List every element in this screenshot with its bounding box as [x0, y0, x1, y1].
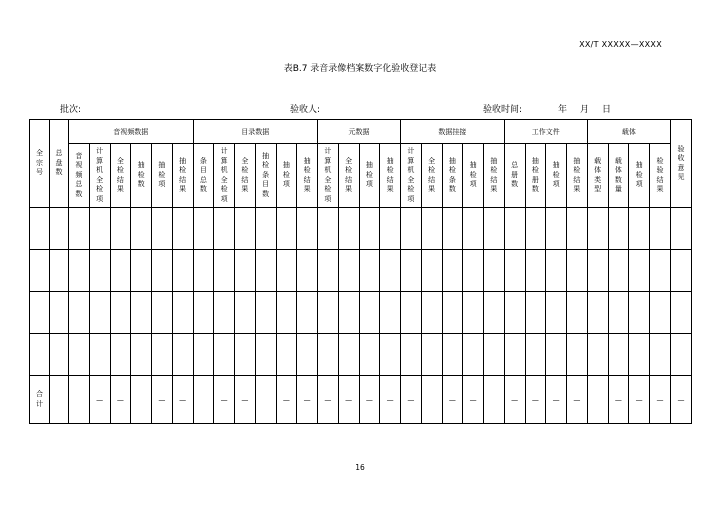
inspection-time-label: 验收时间:	[483, 105, 523, 115]
table-cell[interactable]	[235, 334, 256, 376]
table-cell[interactable]	[193, 208, 214, 250]
total-cell	[131, 376, 152, 424]
table-cell[interactable]	[587, 292, 608, 334]
table-cell[interactable]	[69, 250, 90, 292]
total-cell: —	[89, 376, 110, 424]
table-cell[interactable]	[131, 292, 152, 334]
table-cell[interactable]	[463, 208, 484, 250]
table-cell[interactable]	[546, 208, 567, 250]
group-header-catalog-data: 目录数据	[193, 120, 318, 144]
sub-header: 抽检项	[463, 144, 484, 208]
table-cell[interactable]	[421, 334, 442, 376]
table-row	[30, 208, 692, 250]
table-cell[interactable]	[504, 292, 525, 334]
table-cell[interactable]	[50, 208, 69, 250]
table-cell[interactable]	[629, 250, 650, 292]
table-cell[interactable]	[525, 292, 546, 334]
table-cell[interactable]	[338, 292, 359, 334]
sub-header: 计算机全检项	[214, 144, 235, 208]
table-cell[interactable]	[671, 250, 692, 292]
table-row	[30, 334, 692, 376]
table-cell[interactable]	[69, 208, 90, 250]
table-cell[interactable]	[463, 292, 484, 334]
page-number: 16	[355, 463, 365, 472]
group-header-data-linking: 数据挂接	[401, 120, 505, 144]
group-header-work-files: 工作文件	[504, 120, 587, 144]
table-cell[interactable]	[50, 292, 69, 334]
sub-header: 全检结果	[421, 144, 442, 208]
table-cell[interactable]	[401, 250, 422, 292]
table-cell[interactable]	[463, 250, 484, 292]
total-cell: —	[629, 376, 650, 424]
total-cell	[484, 376, 505, 424]
table-cell[interactable]	[587, 208, 608, 250]
table-cell[interactable]	[608, 334, 629, 376]
group-header-av-data: 音视频数据	[69, 120, 194, 144]
table-cell[interactable]	[214, 208, 235, 250]
table-cell[interactable]	[338, 250, 359, 292]
sub-header: 全检结果	[338, 144, 359, 208]
sub-header: 抽检项	[629, 144, 650, 208]
total-cell: —	[608, 376, 629, 424]
total-cell: —	[671, 376, 692, 424]
sub-header: 全检结果	[110, 144, 131, 208]
table-cell[interactable]	[442, 208, 463, 250]
total-cell: —	[401, 376, 422, 424]
table-cell[interactable]	[504, 250, 525, 292]
table-cell[interactable]	[546, 292, 567, 334]
table-cell[interactable]	[214, 250, 235, 292]
table-cell[interactable]	[380, 334, 401, 376]
table-cell[interactable]	[297, 334, 318, 376]
table-cell[interactable]	[193, 250, 214, 292]
total-cell	[255, 376, 276, 424]
table-cell[interactable]	[401, 292, 422, 334]
table-cell[interactable]	[89, 208, 110, 250]
table-cell[interactable]	[172, 292, 193, 334]
table-cell[interactable]	[567, 334, 588, 376]
sub-header: 总册数	[504, 144, 525, 208]
table-cell[interactable]	[359, 334, 380, 376]
table-cell[interactable]	[276, 250, 297, 292]
standard-code: XX/T XXXXX—XXXX	[579, 40, 662, 49]
table-cell[interactable]	[50, 250, 69, 292]
sub-header: 载体数量	[608, 144, 629, 208]
table-cell[interactable]	[484, 208, 505, 250]
table-cell[interactable]	[442, 334, 463, 376]
table-cell[interactable]	[587, 334, 608, 376]
total-cell: —	[504, 376, 525, 424]
table-cell[interactable]	[421, 208, 442, 250]
table-cell[interactable]	[484, 250, 505, 292]
sub-header: 条目总数	[193, 144, 214, 208]
table-cell[interactable]	[131, 334, 152, 376]
table-cell[interactable]	[235, 292, 256, 334]
total-label: 合计	[30, 376, 50, 424]
table-cell[interactable]	[380, 208, 401, 250]
table-cell[interactable]	[546, 250, 567, 292]
table-cell[interactable]	[172, 250, 193, 292]
table-cell[interactable]	[504, 334, 525, 376]
table-cell[interactable]	[297, 292, 318, 334]
total-cell: —	[235, 376, 256, 424]
month-label: 月	[580, 105, 590, 115]
table-cell[interactable]	[318, 250, 339, 292]
total-cell: —	[297, 376, 318, 424]
batch-label: 批次:	[60, 105, 82, 115]
sub-header: 计算机全检项	[318, 144, 339, 208]
table-cell[interactable]	[255, 292, 276, 334]
total-cell: —	[110, 376, 131, 424]
table-row	[30, 250, 692, 292]
year-label: 年	[558, 105, 568, 115]
total-cell: —	[318, 376, 339, 424]
table-cell[interactable]	[50, 334, 69, 376]
total-cell: —	[214, 376, 235, 424]
total-cell: —	[525, 376, 546, 424]
table-cell[interactable]	[69, 292, 90, 334]
table-cell[interactable]	[671, 208, 692, 250]
total-cell: —	[463, 376, 484, 424]
total-cell	[421, 376, 442, 424]
table-cell[interactable]	[359, 208, 380, 250]
table-cell[interactable]	[650, 334, 671, 376]
table-cell[interactable]	[131, 250, 152, 292]
table-cell[interactable]	[255, 250, 276, 292]
table-cell[interactable]	[30, 292, 50, 334]
sub-header: 计算机全检项	[89, 144, 110, 208]
table-cell[interactable]	[214, 292, 235, 334]
table-cell[interactable]	[608, 292, 629, 334]
table-cell[interactable]	[110, 208, 131, 250]
total-cell	[193, 376, 214, 424]
sub-header: 抽检结果	[172, 144, 193, 208]
total-cell	[69, 376, 90, 424]
table-cell[interactable]	[629, 208, 650, 250]
total-cell: —	[650, 376, 671, 424]
table-cell[interactable]	[546, 334, 567, 376]
table-cell[interactable]	[608, 250, 629, 292]
total-cell: —	[152, 376, 173, 424]
table-cell[interactable]	[30, 334, 50, 376]
table-cell[interactable]	[380, 292, 401, 334]
col-header-all-number: 全宗号	[30, 120, 50, 208]
table-cell[interactable]	[567, 250, 588, 292]
sub-header: 抽检项	[276, 144, 297, 208]
table-cell[interactable]	[442, 250, 463, 292]
table-cell[interactable]	[235, 250, 256, 292]
table-cell[interactable]	[89, 250, 110, 292]
sub-header: 抽检条目数	[255, 144, 276, 208]
table-cell[interactable]	[318, 208, 339, 250]
table-cell[interactable]	[525, 334, 546, 376]
sub-header: 抽检项	[152, 144, 173, 208]
total-cell: —	[442, 376, 463, 424]
table-cell[interactable]	[110, 334, 131, 376]
sub-header: 检验结果	[650, 144, 671, 208]
table-cell[interactable]	[172, 208, 193, 250]
sub-header: 抽检项	[359, 144, 380, 208]
table-cell[interactable]	[152, 250, 173, 292]
table-cell[interactable]	[567, 292, 588, 334]
table-cell[interactable]	[380, 250, 401, 292]
table-cell[interactable]	[69, 334, 90, 376]
table-cell[interactable]	[401, 334, 422, 376]
table-cell[interactable]	[276, 208, 297, 250]
table-cell[interactable]	[650, 250, 671, 292]
table-cell[interactable]	[89, 334, 110, 376]
sub-header: 抽检条数	[442, 144, 463, 208]
table-cell[interactable]	[608, 208, 629, 250]
table-cell[interactable]	[525, 250, 546, 292]
sub-header: 抽检结果	[297, 144, 318, 208]
table-cell[interactable]	[650, 292, 671, 334]
table-cell[interactable]	[359, 250, 380, 292]
table-cell[interactable]	[235, 208, 256, 250]
table-cell[interactable]	[421, 292, 442, 334]
table-cell[interactable]	[276, 334, 297, 376]
table-cell[interactable]	[193, 292, 214, 334]
table-cell[interactable]	[650, 208, 671, 250]
sub-header: 抽检结果	[484, 144, 505, 208]
table-cell[interactable]	[152, 292, 173, 334]
table-cell[interactable]	[30, 250, 50, 292]
sub-header: 抽检结果	[380, 144, 401, 208]
group-header-carrier: 载体	[587, 120, 670, 144]
table-cell[interactable]	[255, 208, 276, 250]
sub-header: 计算机全检项	[401, 144, 422, 208]
table-cell[interactable]	[297, 208, 318, 250]
table-cell[interactable]	[172, 334, 193, 376]
table-cell[interactable]	[193, 334, 214, 376]
total-cell: —	[172, 376, 193, 424]
table-cell[interactable]	[671, 292, 692, 334]
table-cell[interactable]	[318, 334, 339, 376]
table-cell[interactable]	[152, 334, 173, 376]
table-cell[interactable]	[89, 292, 110, 334]
col-header-opinion: 验收意见	[671, 120, 692, 208]
table-cell[interactable]	[338, 208, 359, 250]
table-cell[interactable]	[30, 208, 50, 250]
table-cell[interactable]	[401, 208, 422, 250]
table-cell[interactable]	[463, 334, 484, 376]
inspector-label: 验收人:	[290, 105, 321, 115]
sub-header: 抽检结果	[567, 144, 588, 208]
table-cell[interactable]	[629, 334, 650, 376]
table-cell[interactable]	[131, 208, 152, 250]
table-cell[interactable]	[421, 250, 442, 292]
table-cell[interactable]	[297, 250, 318, 292]
table-cell[interactable]	[110, 292, 131, 334]
page-title: 表B.7 录音录像档案数字化验收登记表	[283, 64, 437, 74]
total-cell: —	[380, 376, 401, 424]
total-cell: —	[276, 376, 297, 424]
table-cell[interactable]	[276, 292, 297, 334]
table-row	[30, 292, 692, 334]
sub-header: 音视频总数	[69, 144, 90, 208]
table-cell[interactable]	[484, 334, 505, 376]
col-header-total-reels: 总盘数	[50, 120, 69, 208]
day-label: 日	[602, 105, 612, 115]
table-cell[interactable]	[110, 250, 131, 292]
total-row	[30, 376, 692, 424]
sub-header: 全检结果	[235, 144, 256, 208]
sub-header: 抽检数	[131, 144, 152, 208]
acceptance-register-table	[29, 119, 692, 424]
total-cell: —	[567, 376, 588, 424]
total-cell	[50, 376, 69, 424]
table-cell[interactable]	[484, 292, 505, 334]
table-cell[interactable]	[671, 334, 692, 376]
sub-header: 载体类型	[587, 144, 608, 208]
total-cell	[587, 376, 608, 424]
total-cell: —	[338, 376, 359, 424]
table-cell[interactable]	[629, 292, 650, 334]
sub-header: 抽检项	[546, 144, 567, 208]
total-cell: —	[546, 376, 567, 424]
table-cell[interactable]	[359, 292, 380, 334]
table-cell[interactable]	[504, 208, 525, 250]
table-cell[interactable]	[338, 334, 359, 376]
total-cell: —	[359, 376, 380, 424]
table-cell[interactable]	[152, 208, 173, 250]
table-cell[interactable]	[442, 292, 463, 334]
table-cell[interactable]	[214, 334, 235, 376]
table-cell[interactable]	[567, 208, 588, 250]
sub-header: 抽检册数	[525, 144, 546, 208]
table-cell[interactable]	[318, 292, 339, 334]
table-cell[interactable]	[255, 334, 276, 376]
table-cell[interactable]	[587, 250, 608, 292]
group-header-metadata: 元数据	[318, 120, 401, 144]
table-cell[interactable]	[525, 208, 546, 250]
